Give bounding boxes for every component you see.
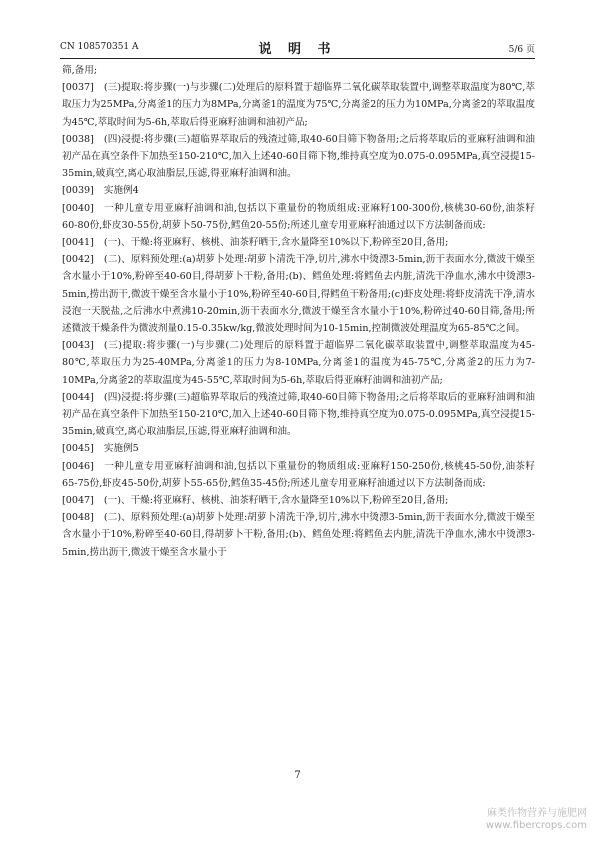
paragraph-text: 实施例5 [103, 443, 139, 455]
paragraph [62, 440, 535, 457]
paragraph [62, 200, 535, 234]
paragraph-text: 一种儿童专用亚麻籽油调和油,包括以下重量份的物质组成:亚麻籽150-250份,核桃45-50份,油茶籽65-75份,虾皮45-50份,胡萝卜55-65份,鳕鱼35-45份;所述儿童专用亚麻籽油通过以下方法制备而成: [62, 460, 535, 489]
paragraph-text: 筛,备用; [62, 65, 98, 76]
paragraph-text: (二)、原料预处理:(a)胡萝卜处理:胡萝卜清洗干净,切片,沸水中烫漂3-5min,沥干表面水分,微波干燥至含水量小于10%,粉碎至40-60目,得胡萝卜干粉,备用;(b)、鳕鱼处理:将鳕鱼去内脏,清洗干净血水,沸水中烫漂3-5min,捞出沥干,微波干燥至含水量小于10%,粉碎至40-60目,得鳕鱼干粉备用;(c)虾皮处理:将虾皮清洗干净,清水浸泡一天脱盐,之后沸水中煮沸10-20min,沥干表面水分,微波干燥至含水量小于10%,粉碎过40-60目筛,备用;所述微波干燥条件为微波剂量0.15-0.35kw/kg,微波处理时间为10-15min,控制微波处理温度为65-85℃之间。 [62, 254, 535, 335]
paragraph-text: (一)、干燥:将亚麻籽、核桃、油茶籽晒干,含水量降至10%以下,粉碎至20目,备用; [103, 237, 449, 249]
paragraph-text: (三)提取:将步骤(一)与步骤(二)处理后的原料置于超临界二氧化碳萃取装置中,调整萃取温度为80℃,萃取压力为25MPa,分离釜1的压力为8MPa,分离釜1的温度为75℃,分离釜2的压力为10MPa,分离釜2的萃取温度为45℃,萃取时间为5-6h,萃取后得亚麻籽油调和油初产品; [62, 82, 535, 128]
header-rule [60, 58, 535, 59]
paragraph [62, 251, 535, 337]
paragraph-id: [0046] [62, 460, 94, 472]
paragraph-id: [0048] [62, 512, 94, 524]
paragraph [62, 337, 535, 389]
publication-number: CN 108570351 A [60, 42, 139, 52]
paragraph [62, 234, 535, 251]
page-info: 5/6 页 [508, 45, 535, 55]
paragraph-id: [0040] [62, 202, 94, 214]
paragraph [62, 389, 535, 441]
paragraph-text: 实施例4 [103, 185, 139, 197]
paragraph-text: (四)浸提:将步骤(三)超临界萃取后的残渣过筛,取40-60目筛下物备用;之后将萃取后的亚麻籽油调和油初产品在真空条件下加热至150-210℃,加入上述40-60目筛下物,维持真空度为0.075-0.095MPa,真空浸提15-35min,破真空,离心取油脂层,压滤,得亚麻籽油调和油。 [62, 391, 535, 438]
page-number: 7 [294, 770, 301, 781]
paragraph-text: (二)、原料预处理:(a)胡萝卜处理:胡萝卜清洗干净,切片,沸水中烫漂3-5min,沥干表面水分,微波干燥至含水量小于10%,粉碎至40-60目,得胡萝卜干粉,备用;(b)、鳕鱼处理:将鳕鱼去内脏,清洗干净血水,沸水中烫漂3-5min,捞出沥干,微波干燥至含水量小于 [62, 512, 535, 558]
paragraph [62, 182, 535, 199]
paragraph [62, 458, 535, 492]
paragraph [62, 509, 535, 561]
paragraph-id: [0044] [62, 391, 94, 403]
paragraph-text: 一种儿童专用亚麻籽油调和油,包括以下重量份的物质组成:亚麻籽100-300份,核桃30-60份,油茶籽60-80份,虾皮30-55份,胡萝卜50-75份,鳕鱼20-55份;所述儿童专用亚麻籽油通过以下方法制备而成: [62, 202, 535, 231]
paragraph-id: [0042] [62, 254, 94, 266]
paragraph-id: [0039] [62, 185, 94, 197]
paragraph-text: (四)浸提:将步骤(三)超临界萃取后的残渣过筛,取40-60目筛下物备用;之后将萃取后的亚麻籽油调和油初产品在真空条件下加热至150-210℃,加入上述40-60目筛下物,维持真空度为0.075-0.095MPa,真空浸提15-35min,破真空,离心取油脂层,压滤,得亚麻籽油调和油。 [62, 133, 535, 180]
watermark-title: 麻类作物营养与施肥网 [487, 808, 587, 819]
paragraph-id: [0045] [62, 443, 94, 455]
site-watermark [486, 808, 587, 832]
page-header [60, 38, 535, 58]
watermark-url: www.fibercrops.com [485, 820, 587, 831]
paragraph-text: (一)、干燥:将亚麻籽、核桃、油茶籽晒干,含水量降至10%以下,粉碎至20目,备用; [103, 495, 449, 507]
paragraph-id: [0041] [62, 237, 94, 249]
document-title: 说 明 书 [258, 42, 337, 57]
paragraph-id: [0047] [62, 495, 94, 507]
paragraph-id: [0043] [62, 340, 94, 352]
paragraph [62, 492, 535, 509]
paragraph-id: [0037] [62, 82, 94, 94]
document-body [62, 62, 535, 561]
paragraph [62, 79, 535, 131]
paragraph-id: [0038] [62, 133, 94, 145]
paragraph-text: (三)提取:将步骤(一)与步骤(二)处理后的原料置于超临界二氧化碳萃取装置中,调整萃取温度为45-80℃,萃取压力为25-40MPa,分离釜1的压力为8-10MPa,分离釜1的温度为45-75℃,分离釜2的压力为7-10MPa,分离釜2的萃取温度为45-55℃,萃取时间为5-6h,萃取后得亚麻籽油调和油初产品; [62, 340, 535, 386]
paragraph [62, 131, 535, 183]
paragraph [62, 62, 535, 79]
